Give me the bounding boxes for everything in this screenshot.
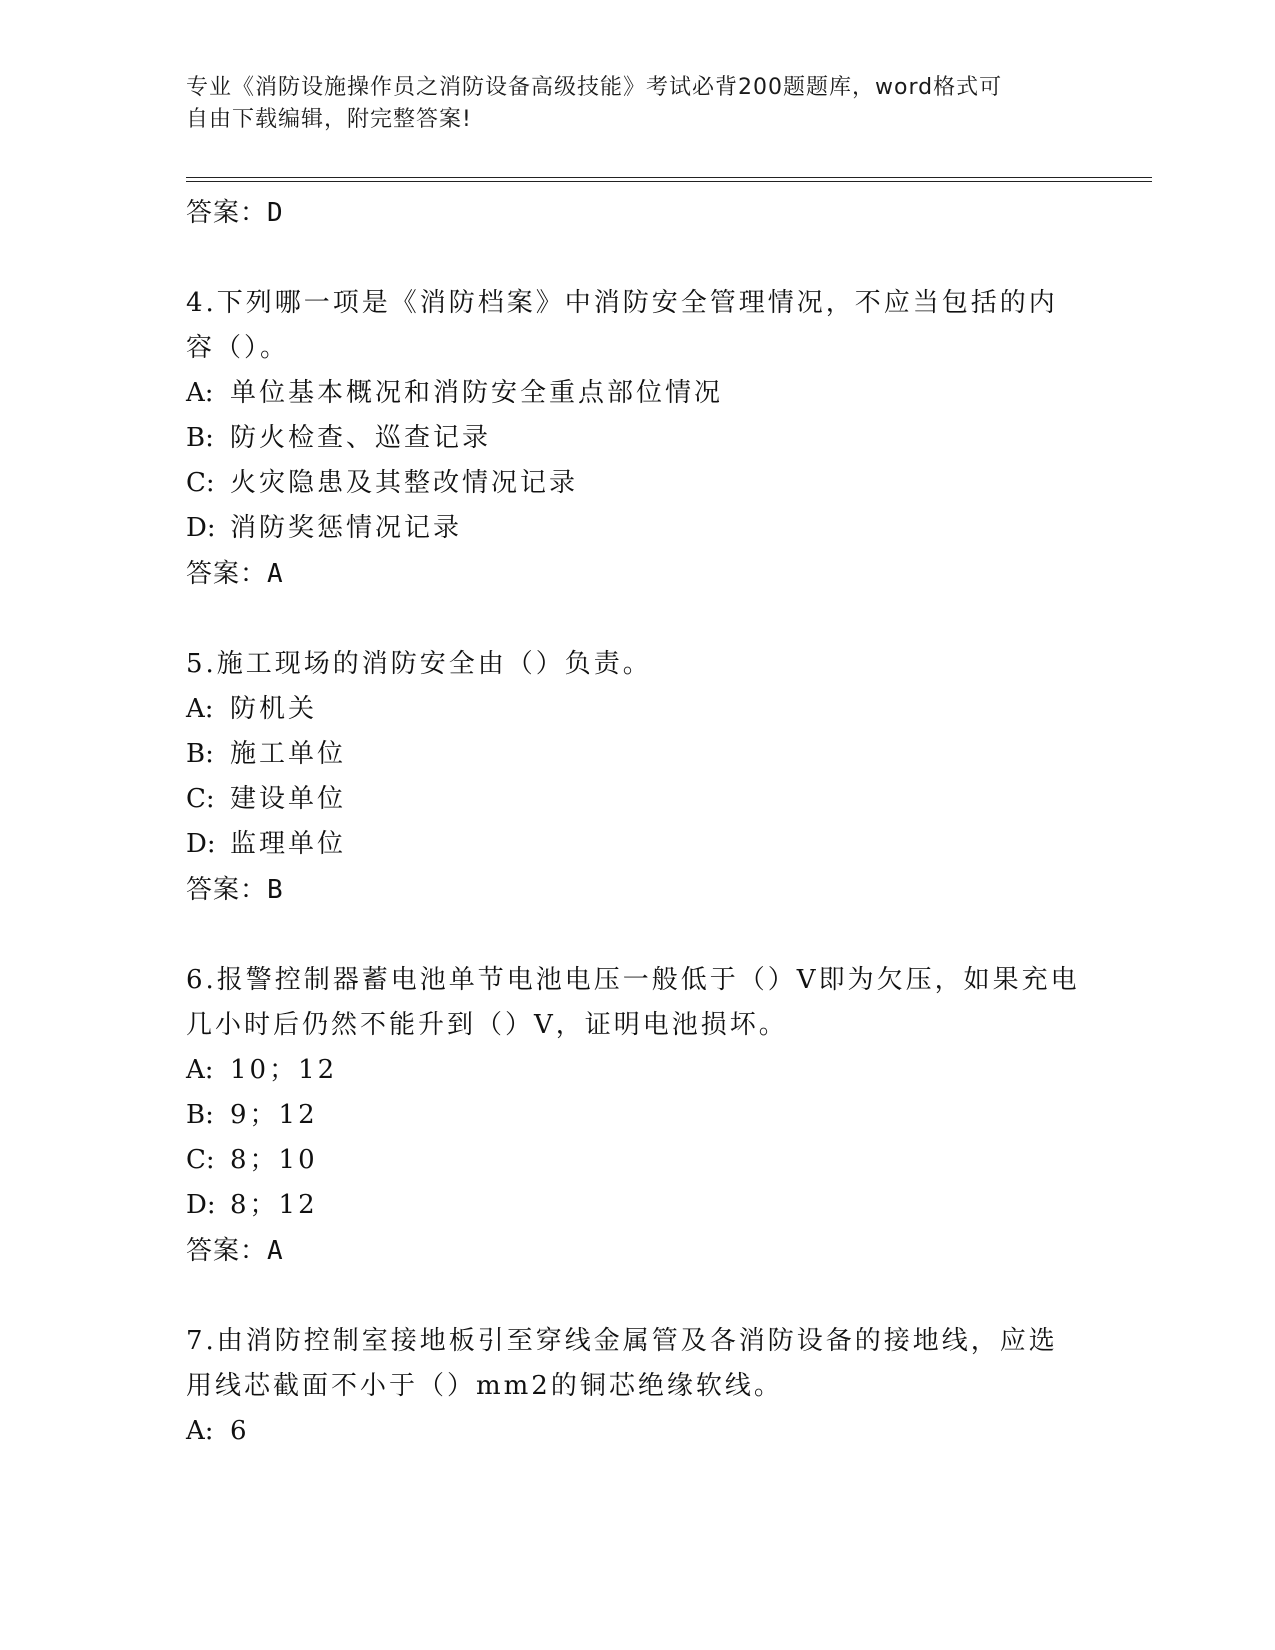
option-key: D: bbox=[186, 1190, 216, 1220]
answer-line bbox=[186, 551, 1086, 597]
answer-line bbox=[186, 1228, 1086, 1274]
option-key: A: bbox=[186, 1416, 214, 1446]
answer-label: 答案： bbox=[186, 1236, 268, 1266]
option-key: C: bbox=[186, 784, 215, 814]
option-text: 监理单位 bbox=[230, 829, 347, 859]
option-key: C: bbox=[186, 1145, 215, 1175]
option-b bbox=[186, 416, 1086, 461]
option-d bbox=[186, 822, 1086, 867]
option-text: 消防奖惩情况记录 bbox=[230, 513, 463, 543]
answer-label: 答案： bbox=[186, 875, 268, 905]
option-text: 施工单位 bbox=[230, 739, 347, 769]
answer-line bbox=[186, 867, 1086, 913]
option-text: 防机关 bbox=[230, 694, 318, 724]
question-text-line: 5.施工现场的消防安全由（）负责。 bbox=[186, 649, 652, 679]
option-text: 6 bbox=[230, 1416, 250, 1446]
option-text: 火灾隐患及其整改情况记录 bbox=[230, 468, 579, 498]
option-c bbox=[186, 1138, 1086, 1183]
question-text-line: 容（）。 bbox=[186, 333, 290, 363]
answer-label: 答案： bbox=[186, 198, 268, 228]
option-key: A: bbox=[186, 694, 214, 724]
option-key: B: bbox=[186, 423, 214, 453]
question-block bbox=[186, 958, 1086, 1274]
question-block bbox=[186, 642, 1086, 913]
option-key: A: bbox=[186, 1055, 214, 1085]
question-text-line: 6.报警控制器蓄电池单节电池电压一般低于（）V即为欠压，如果充电 bbox=[186, 965, 1080, 995]
question-text-line: 用线芯截面不小于（）mm2的铜芯绝缘软线。 bbox=[186, 1371, 783, 1401]
header-divider-top bbox=[186, 177, 1152, 178]
question-list bbox=[186, 190, 1086, 1454]
option-c bbox=[186, 461, 1086, 506]
answer-label: 答案： bbox=[186, 559, 268, 589]
option-key: D: bbox=[186, 829, 216, 859]
question-text bbox=[186, 1319, 1086, 1409]
option-text: 9；12 bbox=[230, 1100, 318, 1130]
spacer bbox=[186, 236, 1086, 281]
option-text: 防火检查、巡查记录 bbox=[230, 423, 492, 453]
option-a bbox=[186, 1409, 1086, 1454]
option-text: 8；10 bbox=[230, 1145, 318, 1175]
option-text: 10；12 bbox=[230, 1055, 338, 1085]
option-key: C: bbox=[186, 468, 215, 498]
answer-line bbox=[186, 190, 1086, 236]
option-b bbox=[186, 1093, 1086, 1138]
document-header bbox=[186, 72, 1086, 136]
question-text-line: 4.下列哪一项是《消防档案》中消防安全管理情况，不应当包括的内 bbox=[186, 288, 1058, 318]
option-key: B: bbox=[186, 1100, 214, 1130]
option-b bbox=[186, 732, 1086, 777]
option-text: 建设单位 bbox=[230, 784, 347, 814]
option-key: B: bbox=[186, 739, 214, 769]
answer-value: A bbox=[267, 559, 284, 589]
spacer bbox=[186, 913, 1086, 958]
spacer bbox=[186, 597, 1086, 642]
question-text bbox=[186, 642, 1086, 687]
header-divider-bottom bbox=[186, 181, 1152, 182]
question-text-line: 几小时后仍然不能升到（）V，证明电池损坏。 bbox=[186, 1010, 788, 1040]
option-text: 单位基本概况和消防安全重点部位情况 bbox=[230, 378, 724, 408]
option-c bbox=[186, 777, 1086, 822]
option-a bbox=[186, 687, 1086, 732]
question-text-line: 7.由消防控制室接地板引至穿线金属管及各消防设备的接地线，应选 bbox=[186, 1326, 1058, 1356]
option-d bbox=[186, 1183, 1086, 1228]
option-key: D: bbox=[186, 513, 216, 543]
question-text bbox=[186, 958, 1086, 1048]
question-block bbox=[186, 1319, 1086, 1454]
option-text: 8；12 bbox=[230, 1190, 318, 1220]
question-text bbox=[186, 281, 1086, 371]
option-key: A: bbox=[186, 378, 214, 408]
header-line-1: 专业《消防设施操作员之消防设备高级技能》考试必背200题题库，word格式可 bbox=[186, 75, 1003, 100]
option-a bbox=[186, 1048, 1086, 1093]
answer-value: D bbox=[267, 198, 284, 228]
answer-value: B bbox=[267, 875, 284, 905]
question-block bbox=[186, 281, 1086, 597]
answer-value: A bbox=[267, 1236, 284, 1266]
header-line-2: 自由下载编辑，附完整答案! bbox=[186, 107, 472, 132]
spacer bbox=[186, 1274, 1086, 1319]
option-a bbox=[186, 371, 1086, 416]
option-d bbox=[186, 506, 1086, 551]
